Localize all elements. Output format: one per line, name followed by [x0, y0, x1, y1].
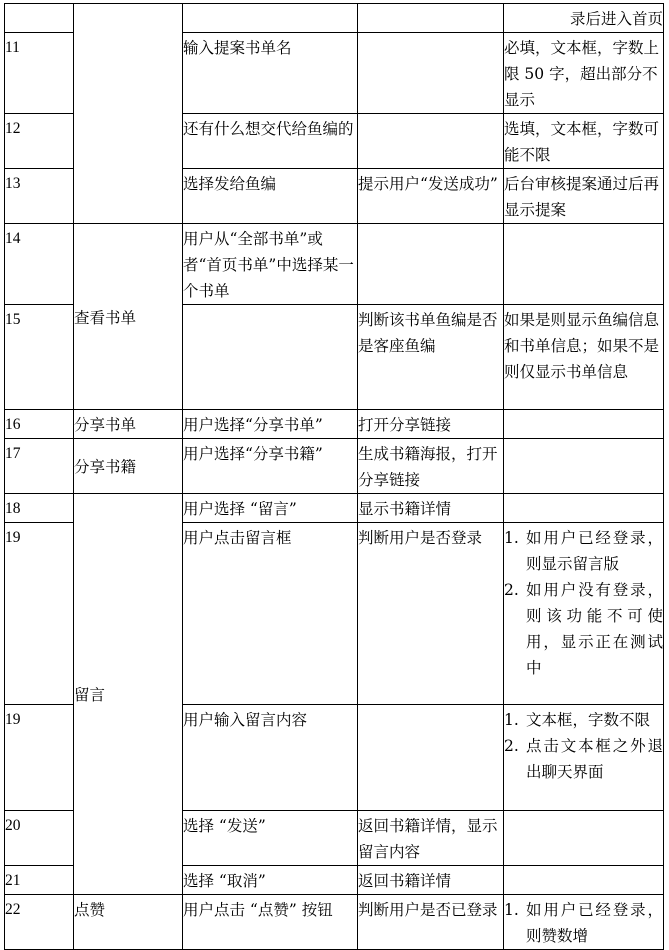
module-cell: 分享书单: [74, 410, 183, 439]
table-row: [5, 224, 664, 305]
note-cell: [504, 224, 664, 305]
action-cell: 选择发给鱼编: [183, 169, 358, 224]
list-text: 文本框，字数不限: [526, 711, 651, 729]
row-number: 17: [5, 439, 74, 494]
table-row: [5, 410, 664, 439]
response-cell: 返回书籍详情: [358, 866, 504, 895]
note-cell: 必填，文本框，字数上限 50 字，超出部分不显示: [504, 33, 664, 114]
note-list-item: [504, 733, 663, 785]
action-cell: [183, 305, 358, 410]
list-index: 1.: [504, 529, 519, 547]
row-number: 16: [5, 410, 74, 439]
note-cell: 后台审核提案通过后再显示提案: [504, 169, 664, 224]
note-cell: [504, 494, 664, 523]
row-number: 15: [5, 305, 74, 410]
response-cell: 判断用户是否登录: [358, 523, 504, 705]
note-cell: 选填，文本框，字数可能不限: [504, 114, 664, 169]
note-cell: [504, 410, 664, 439]
row-number: 13: [5, 169, 74, 224]
list-text: 如用户已经登录，则赞数增: [526, 901, 663, 945]
response-cell: 判断用户是否已登录: [358, 895, 504, 950]
table-row: [5, 439, 664, 494]
action-cell: 选择 “发送”: [183, 811, 358, 866]
row-number: [5, 4, 74, 33]
note-cell: [504, 811, 664, 866]
note-list: [504, 897, 663, 949]
response-cell: [358, 33, 504, 114]
module-cell-comment: 留言: [74, 494, 183, 895]
table-row: [5, 4, 664, 33]
action-cell: 用户选择“分享书单”: [183, 410, 358, 439]
row-number: 22: [5, 895, 74, 950]
note-cell: [504, 523, 664, 705]
list-index: 2.: [504, 737, 519, 755]
note-cell: 如果是则显示鱼编信息和书单信息；如果不是则仅显示书单信息: [504, 305, 664, 410]
action-cell: 选择 “取消”: [183, 866, 358, 895]
note-cell: [504, 705, 664, 811]
row-number: 12: [5, 114, 74, 169]
note-list-item: [504, 525, 663, 577]
note-cell: [504, 439, 664, 494]
list-index: 2.: [504, 581, 519, 599]
module-cell-view-booklist: 查看书单: [74, 224, 183, 410]
spec-table: [4, 3, 664, 950]
action-cell: 用户输入留言内容: [183, 705, 358, 811]
list-text: 如用户已经登录，则显示留言版: [526, 529, 663, 573]
module-cell: 分享书籍: [74, 439, 183, 494]
response-cell: 判断该书单鱼编是否是客座鱼编: [358, 305, 504, 410]
list-index: 1.: [504, 711, 519, 729]
note-list-item: [504, 897, 663, 949]
list-index: 1.: [504, 901, 519, 919]
response-cell: [358, 224, 504, 305]
response-cell: 生成书籍海报，打开分享链接: [358, 439, 504, 494]
note-list-item: [504, 707, 663, 733]
action-cell: 用户点击 “点赞” 按钮: [183, 895, 358, 950]
response-cell: 打开分享链接: [358, 410, 504, 439]
module-cell: 点赞: [74, 895, 183, 950]
response-cell: [358, 705, 504, 811]
row-number: 18: [5, 494, 74, 523]
table-row: [5, 895, 664, 950]
row-number: 19: [5, 523, 74, 705]
response-cell: 返回书籍详情，显示留言内容: [358, 811, 504, 866]
action-cell: 还有什么想交代给鱼编的: [183, 114, 358, 169]
response-cell: [358, 4, 504, 33]
note-cell: [504, 866, 664, 895]
response-cell: 提示用户“发送成功”: [358, 169, 504, 224]
row-number: 19: [5, 705, 74, 811]
table-row: [5, 494, 664, 523]
row-number: 14: [5, 224, 74, 305]
row-number: 11: [5, 33, 74, 114]
response-cell: 显示书籍详情: [358, 494, 504, 523]
response-cell: [358, 114, 504, 169]
row-number: 20: [5, 811, 74, 866]
list-text: 点击文本框之外退出聊天界面: [526, 737, 663, 781]
note-cell: [504, 895, 664, 950]
module-cell: [74, 4, 183, 224]
note-cell: 录后进入首页: [504, 4, 664, 33]
note-list: [504, 525, 663, 681]
action-cell: 用户选择 “留言”: [183, 494, 358, 523]
note-list: [504, 707, 663, 785]
action-cell: 用户从“全部书单”或者“首页书单”中选择某一个书单: [183, 224, 358, 305]
list-text: 如用户没有登录，则该功能不可使用，显示正在测试中: [526, 581, 663, 677]
action-cell: 输入提案书单名: [183, 33, 358, 114]
row-number: 21: [5, 866, 74, 895]
action-cell: [183, 4, 358, 33]
note-list-item: [504, 577, 663, 681]
action-cell: 用户选择“分享书籍”: [183, 439, 358, 494]
action-cell: 用户点击留言框: [183, 523, 358, 705]
